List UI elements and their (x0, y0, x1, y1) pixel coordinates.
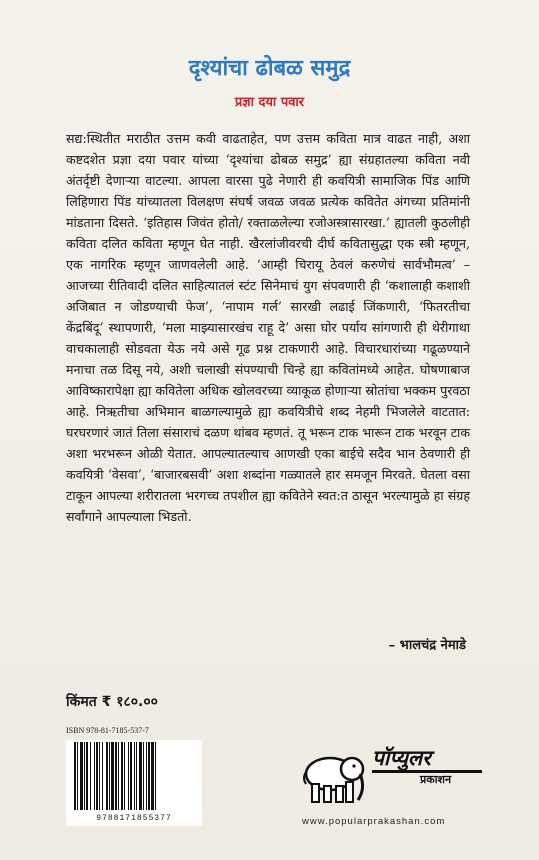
barcode-bar (84, 742, 85, 810)
blurb-signature: – भालचंद्र नेमाडे (388, 638, 466, 653)
barcode-bar (136, 742, 137, 810)
barcode-bar (109, 742, 110, 810)
barcode-bar (96, 742, 98, 810)
barcode-bar (143, 742, 144, 810)
publisher-sub: प्रकाशन (420, 773, 452, 786)
barcode-bar (148, 742, 150, 810)
barcode-bar (90, 742, 91, 810)
publisher-name: पॉप्युलर (372, 746, 431, 770)
barcode-bar (146, 742, 147, 810)
barcode-bar (102, 742, 103, 810)
barcode-bar (86, 742, 88, 810)
barcode-bar (99, 742, 100, 810)
barcode-bar (151, 742, 154, 810)
blurb-text (66, 128, 470, 527)
barcode-bars (66, 740, 202, 812)
barcode-bar (118, 742, 119, 810)
barcode-bar (124, 742, 125, 810)
book-author: प्रज्ञा दया पवार (234, 95, 305, 110)
barcode-bar (155, 742, 156, 810)
blurb-paragraph: सद्य:स्थितीत मराठीत उत्तम कवी वाढताहेत, पण उत्तम कविता मात्र वाढत नाही, अशा कष्टदशेत प्रज्ञा दया पवार यांच्या ‘दृश्यांचा ढोबळ समुद्र’ ह्या संग्रहातल्या कविता नवी अंतर्दृष्टी देणाऱ्या वाटल्या. आपला वारसा पुढे नेणारी ही कवयित्री सामाजिक पिंड आणि लिहिणारा पिंड यांच्यातला विलक्षण संघर्ष जवळ जवळ प्रत्येक कवितेत अंगच्या प्रतिमांनी मांडताना दिसते. ‘इतिहास जिवंत होतो/ रक्ताळलेल्या रजोअस्त्रासारखा.’ ह्यातली कुठलीही कविता दलित कविता म्हणून घेत नाही. खैरलांजीवरची दीर्घ कवितासुद्धा एक स्त्री म्हणून, एक नागरिक म्हणून जाणवलेली आहे. ‘आम्ही चिरायू ठेवलं करुणेचं सार्वभौमत्व’ – आजच्या रीतिवादी दलित साहित्यातलं स्टंट सिनेमाचं युग संपवणारी ही ‘कशालाही कशाशी अजिबात न जोडण्याची फेज’, ‘नापाम गर्ल’ सारखी लढाई जिंकणारी, ‘फितरतीचा केंद्रबिंदू’ स्थापणारी, ‘मला माझ्यासारखंच राहू दे’ असा घोर पर्याय सांगणारी ही थेरीगाथा वाचकालाही सोडवता येऊ नये असे गूढ प्रश्न टाकणारी आहे. विचारधारांच्या गढूळण्याने मनाचा तळ दिसू नये, अशी चलाखी संपण्याची चिन्हे ह्या कवितांमध्ये आहेत. घोषणाबाज आविष्कारापेक्षा ह्या कवितेला अधिक खोलवरच्या व्याकूळ होणाऱ्या स्रोतांचा भक्कम पुरवठा आहे. निऋतीचा अभिमान बाळगल्यामुळे ह्या कवयित्रीचे शब्द नेहमी भिजलेले वाटतात: घरघरणारं जातं तिला संसाराचं दळण थांबव म्हणतं. तू भरून टाक भारून टाक भरवून टाक अशा भरभरून ओळी येतात. आपल्यातल्याच आणखी एका बाईचे सदैव भान ठेवणारी ही कवयित्री ‘वेसवा’, ‘बाजारबसवी’ अशा शब्दांना गळ्यातले हार समजून मिरवते. घेतला वसा टाकून आपल्या शरीरातला भरगच्च तपशील ह्या कवितेने स्वत:त ठासून भरल्यामुळे हा संग्रह सर्वांगाने आपल्याला भिडतो. (66, 131, 470, 524)
barcode-digits: 9788171855377 (96, 814, 172, 823)
barcode-bar (111, 742, 114, 810)
barcode-bar (80, 742, 83, 810)
barcode-bar (106, 742, 108, 810)
barcode-bar (121, 742, 123, 810)
publisher-logo (300, 740, 480, 822)
publisher-website: www.popularprakashan.com (302, 816, 446, 827)
barcode-bar (128, 742, 129, 810)
isbn-text: ISBN 978-81-7185-537-7 (66, 726, 149, 735)
barcode-bar (134, 742, 135, 810)
elephant-icon (300, 744, 370, 814)
barcode-bar (94, 742, 95, 810)
barcode-bar (139, 742, 142, 810)
price-label: किंमत ₹ १८०.०० (66, 694, 158, 710)
barcode-bar (77, 742, 78, 810)
barcode-bar (115, 742, 117, 810)
barcode-bar (74, 742, 76, 810)
book-title: दृश्यांचा ढोबळ समुद्र (188, 56, 351, 81)
barcode (66, 740, 202, 826)
barcode-bar (130, 742, 132, 810)
